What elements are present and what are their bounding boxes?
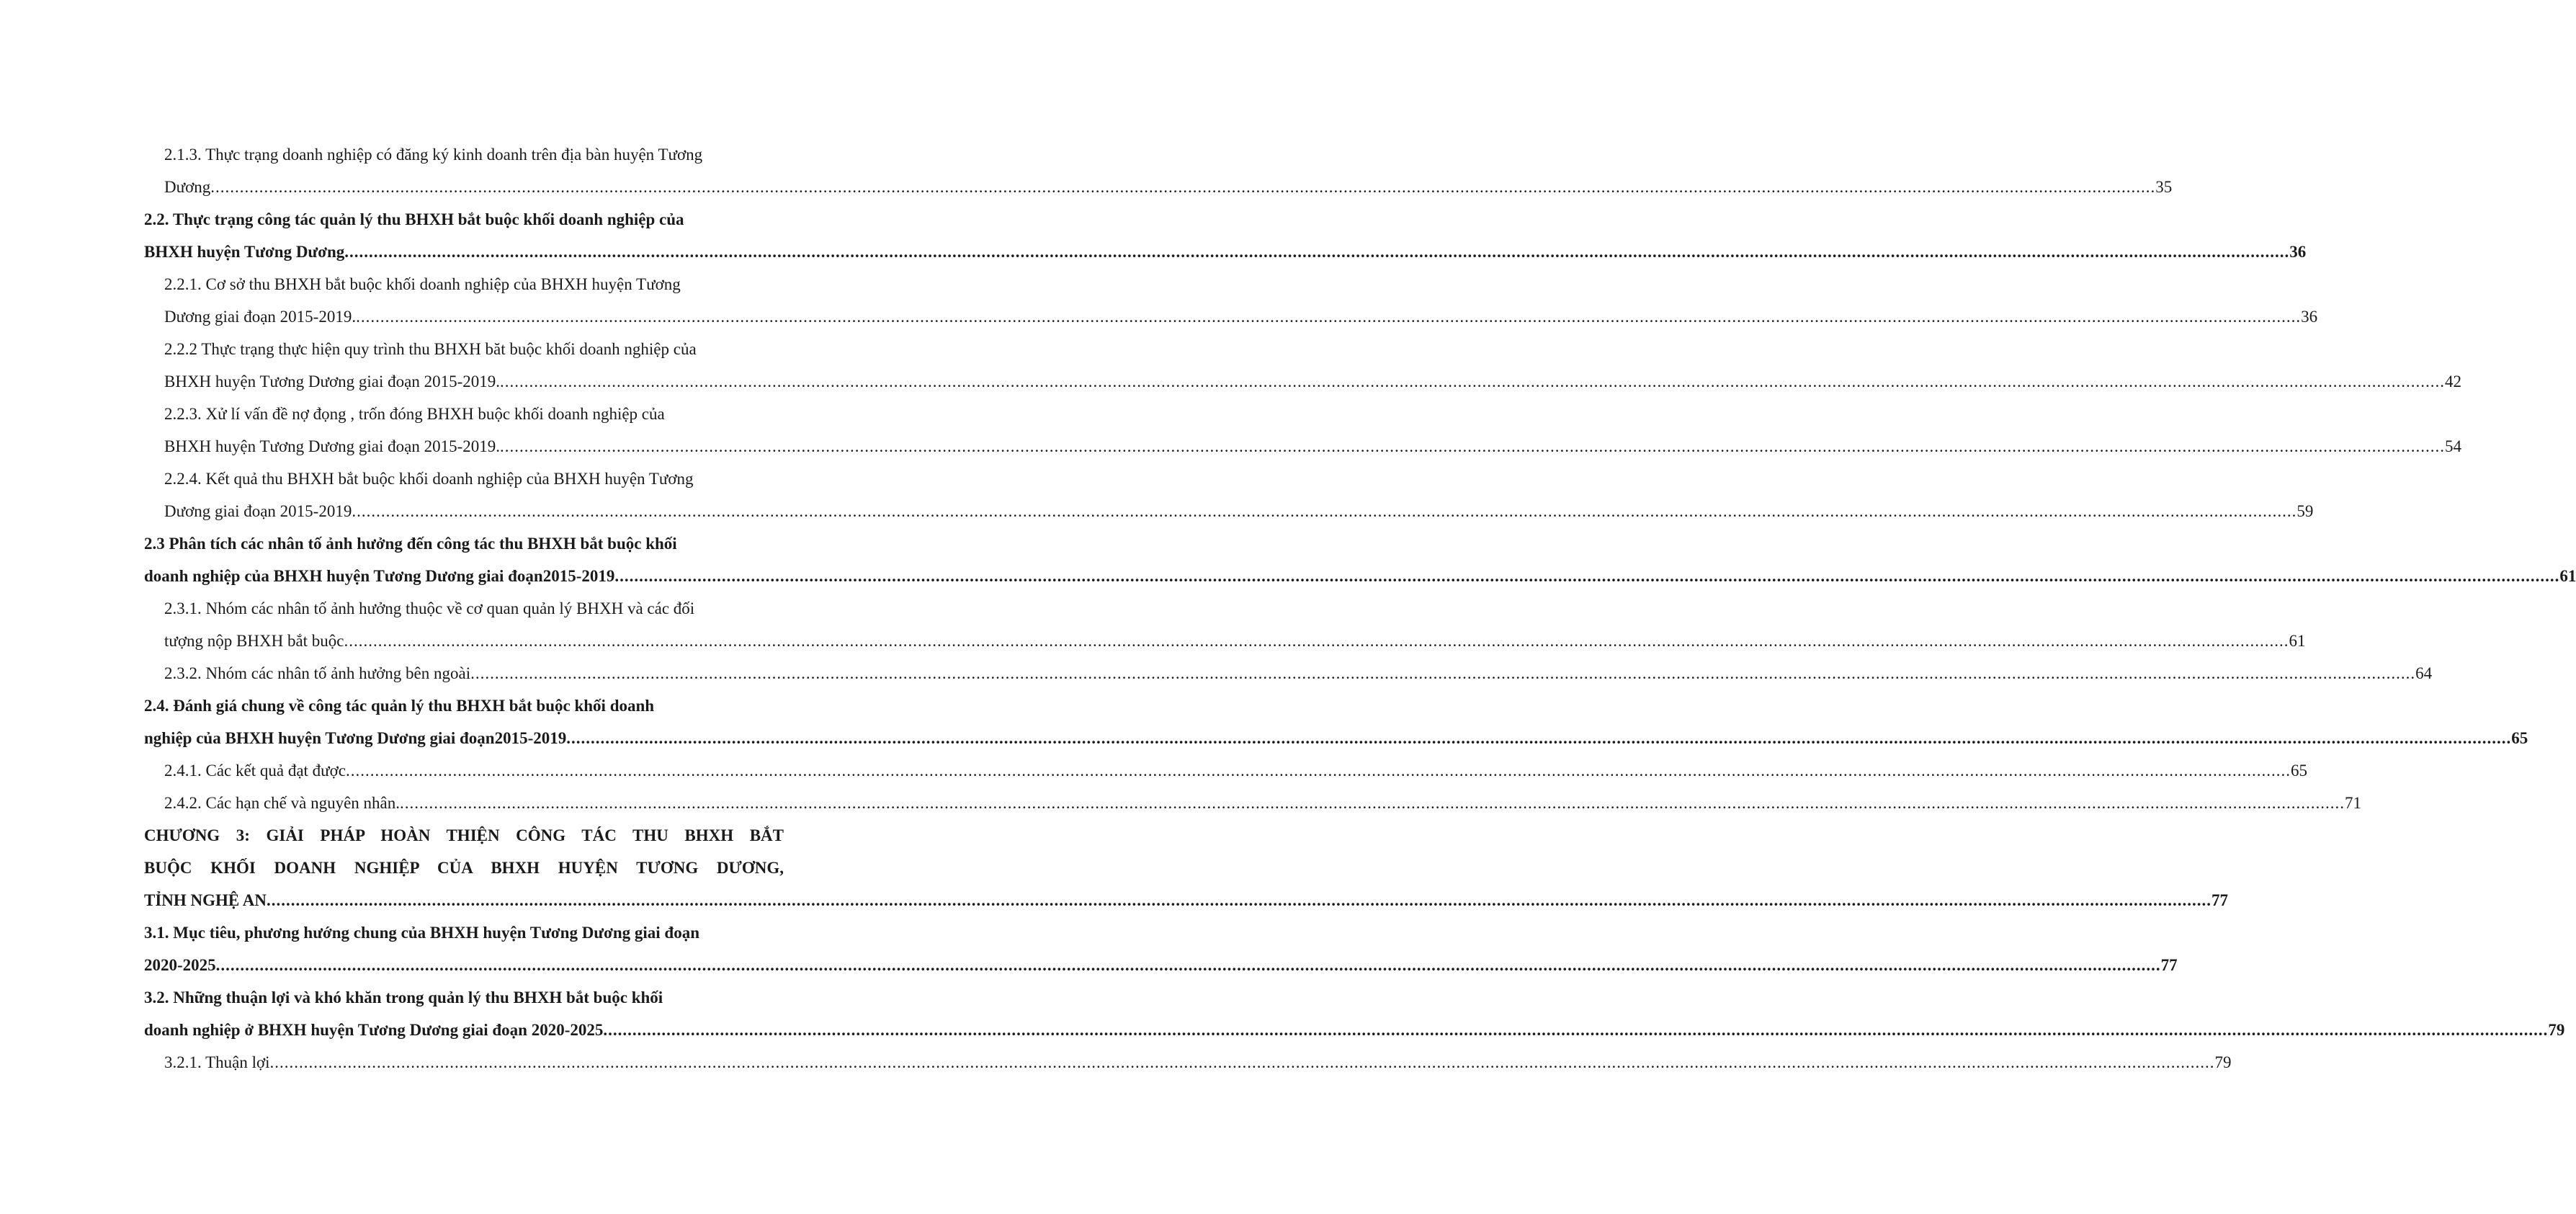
- page-number: 79: [2214, 1053, 2232, 1071]
- toc-entry-text: 2.1.3. Thực trạng doanh nghiệp có đăng ký kinh doanh trên địa bàn huyện Tương: [164, 146, 703, 164]
- dot-leader: ................................................................................................................................................................................................................................................................................................................................................................................................................: [566, 729, 2512, 747]
- toc-entry-text: 2020-2025: [144, 956, 216, 974]
- toc-entry-last-line: [144, 884, 2228, 916]
- page-number: 42: [2445, 372, 2461, 390]
- toc-entry-last-line: [164, 495, 2314, 527]
- toc-entry-text: 2.3.2. Nhóm các nhân tố ảnh hưởng bên ngoài: [164, 664, 471, 682]
- dot-leader: ................................................................................................................................................................................................................................................................................................................................................................................................................: [500, 372, 2445, 390]
- page-number: 61: [2559, 567, 2576, 585]
- toc-entry-last-line: [164, 625, 2306, 657]
- dot-leader: ................................................................................................................................................................................................................................................................................................................................................................................................................: [470, 664, 2416, 682]
- toc-entry-text: nghiệp của BHXH huyện Tương Dương giai đoạn2015-2019: [144, 729, 567, 747]
- toc-entry[interactable]: [144, 689, 2528, 754]
- dot-leader: ................................................................................................................................................................................................................................................................................................................................................................................................................: [215, 956, 2161, 974]
- toc-entry-text: 2.2.2 Thực trạng thực hiện quy trình thu BHXH băt buộc khối doanh nghiệp của: [164, 340, 697, 358]
- toc-entry[interactable]: [144, 463, 2314, 527]
- toc-entry-text: Dương: [164, 178, 211, 196]
- toc-entry-text: 2.2. Thực trạng công tác quản lý thu BHXH bắt buộc khối doanh nghiệp của: [144, 210, 684, 228]
- page-number: 77: [2211, 891, 2228, 909]
- toc-entry-text: tượng nộp BHXH bắt buộc: [164, 632, 344, 650]
- toc-entry-text: BHXH huyện Tương Dương giai đoạn 2015-2019.: [164, 372, 500, 390]
- toc-entry[interactable]: [144, 787, 2362, 819]
- toc-entry[interactable]: [144, 819, 2228, 916]
- dot-leader: ................................................................................................................................................................................................................................................................................................................................................................................................................: [614, 567, 2560, 585]
- toc-entry[interactable]: [144, 398, 2461, 463]
- toc-entry-text: CHƯƠNG 3: GIẢI PHÁP HOÀN THIỆN CÔNG TÁC THU BHXH BẮT: [144, 826, 784, 844]
- toc-entry[interactable]: [144, 592, 2306, 657]
- toc-entry-last-line: [164, 365, 2461, 398]
- toc-entry-last-line: [164, 300, 2318, 333]
- toc-entry-text: 2.3.1. Nhóm các nhân tố ảnh hưởng thuộc về cơ quan quản lý BHXH và các đối: [164, 599, 695, 617]
- toc-entry-last-line: [164, 171, 2173, 203]
- toc-entry[interactable]: [144, 138, 2173, 203]
- dot-leader: ................................................................................................................................................................................................................................................................................................................................................................................................................: [344, 243, 2290, 261]
- toc-entry[interactable]: [144, 1046, 2232, 1079]
- toc-entry[interactable]: [144, 268, 2318, 333]
- toc-entry-last-line: [164, 1046, 2232, 1079]
- toc-entry-last-line: [164, 754, 2308, 787]
- page-number: 71: [2345, 794, 2362, 812]
- toc-entry-text: 2.4. Đánh giá chung về công tác quản lý thu BHXH bắt buộc khối doanh: [144, 697, 655, 715]
- page-number: 35: [2155, 178, 2173, 196]
- toc-entry[interactable]: [144, 916, 2178, 981]
- toc-entry-last-line: [144, 722, 2528, 754]
- toc-entry-text: Dương giai đoạn 2015-2019.: [164, 308, 357, 326]
- page-number: 65: [2291, 762, 2308, 780]
- toc-entry[interactable]: [144, 754, 2308, 787]
- page-number: 77: [2160, 956, 2178, 974]
- toc-entry-text: 2.3 Phân tích các nhân tố ảnh hưởng đến công tác thu BHXH bắt buộc khối: [144, 535, 677, 553]
- page-number: 59: [2297, 502, 2314, 520]
- toc-entry-text: doanh nghiệp ở BHXH huyện Tương Dương giai đoạn 2020-2025: [144, 1021, 604, 1039]
- dot-leader: ................................................................................................................................................................................................................................................................................................................................................................................................................: [346, 762, 2291, 780]
- dot-leader: ................................................................................................................................................................................................................................................................................................................................................................................................................: [400, 794, 2345, 812]
- page-number: 65: [2511, 729, 2528, 747]
- table-of-contents: [144, 138, 2576, 1079]
- toc-entry[interactable]: [144, 203, 2307, 268]
- dot-leader: ................................................................................................................................................................................................................................................................................................................................................................................................................: [266, 891, 2211, 909]
- toc-entry-text: TỈNH NGHỆ AN: [144, 891, 267, 909]
- toc-entry-text: 2.2.1. Cơ sở thu BHXH bắt buộc khối doanh nghiệp của BHXH huyện Tương: [164, 275, 681, 293]
- toc-entry[interactable]: [144, 527, 2576, 592]
- toc-entry[interactable]: [144, 981, 2565, 1046]
- toc-entry-text: BHXH huyện Tương Dương giai đoạn 2015-2019.: [164, 437, 500, 455]
- page-number: 54: [2445, 437, 2461, 455]
- dot-leader: ................................................................................................................................................................................................................................................................................................................................................................................................................: [344, 632, 2289, 650]
- toc-entry-text: BUỘC KHỐI DOANH NGHIỆP CỦA BHXH HUYỆN TƯƠNG DƯƠNG,: [144, 859, 784, 877]
- toc-entry-last-line: [164, 430, 2461, 463]
- dot-leader: ................................................................................................................................................................................................................................................................................................................................................................................................................: [500, 437, 2445, 455]
- toc-entry-text: BHXH huyện Tương Dương: [144, 243, 345, 261]
- page-number: 61: [2289, 632, 2306, 650]
- toc-entry-text: 3.2. Những thuận lợi và khó khăn trong quản lý thu BHXH bắt buộc khối: [144, 988, 663, 1007]
- toc-entry-last-line: [144, 1014, 2565, 1046]
- toc-entry-text: 2.4.2. Các hạn chế và nguyên nhân.: [164, 794, 401, 812]
- dot-leader: ................................................................................................................................................................................................................................................................................................................................................................................................................: [352, 502, 2297, 520]
- dot-leader: ................................................................................................................................................................................................................................................................................................................................................................................................................: [603, 1021, 2549, 1039]
- toc-entry-text: 3.2.1. Thuận lợi: [164, 1053, 270, 1071]
- dot-leader: ................................................................................................................................................................................................................................................................................................................................................................................................................: [269, 1053, 2215, 1071]
- toc-entry-text: doanh nghiệp của BHXH huyện Tương Dương giai đoạn2015-2019: [144, 567, 615, 585]
- toc-entry-text: Dương giai đoạn 2015-2019: [164, 502, 352, 520]
- toc-entry[interactable]: [144, 657, 2433, 689]
- page-number: 36: [2289, 243, 2307, 261]
- toc-entry-last-line: [144, 949, 2178, 981]
- toc-entry[interactable]: [144, 333, 2461, 398]
- toc-entry-last-line: [164, 657, 2433, 689]
- toc-entry-text: 3.1. Mục tiêu, phương hướng chung của BHXH huyện Tương Dương giai đoạn: [144, 924, 699, 942]
- toc-entry-text: 2.2.3. Xử lí vấn đề nợ đọng , trốn đóng BHXH buộc khối doanh nghiệp của: [164, 405, 665, 423]
- page-number: 36: [2301, 308, 2318, 326]
- toc-entry-last-line: [144, 236, 2307, 268]
- dot-leader: ................................................................................................................................................................................................................................................................................................................................................................................................................: [210, 178, 2156, 196]
- toc-entry-last-line: [164, 787, 2362, 819]
- page-number: 64: [2415, 664, 2433, 682]
- toc-entry-text: 2.4.1. Các kết quả đạt được: [164, 762, 346, 780]
- toc-entry-text: 2.2.4. Kết quả thu BHXH bắt buộc khối doanh nghiệp của BHXH huyện Tương: [164, 470, 694, 488]
- dot-leader: ................................................................................................................................................................................................................................................................................................................................................................................................................: [356, 308, 2302, 326]
- toc-entry-last-line: [144, 560, 2576, 592]
- page-number: 79: [2548, 1021, 2565, 1039]
